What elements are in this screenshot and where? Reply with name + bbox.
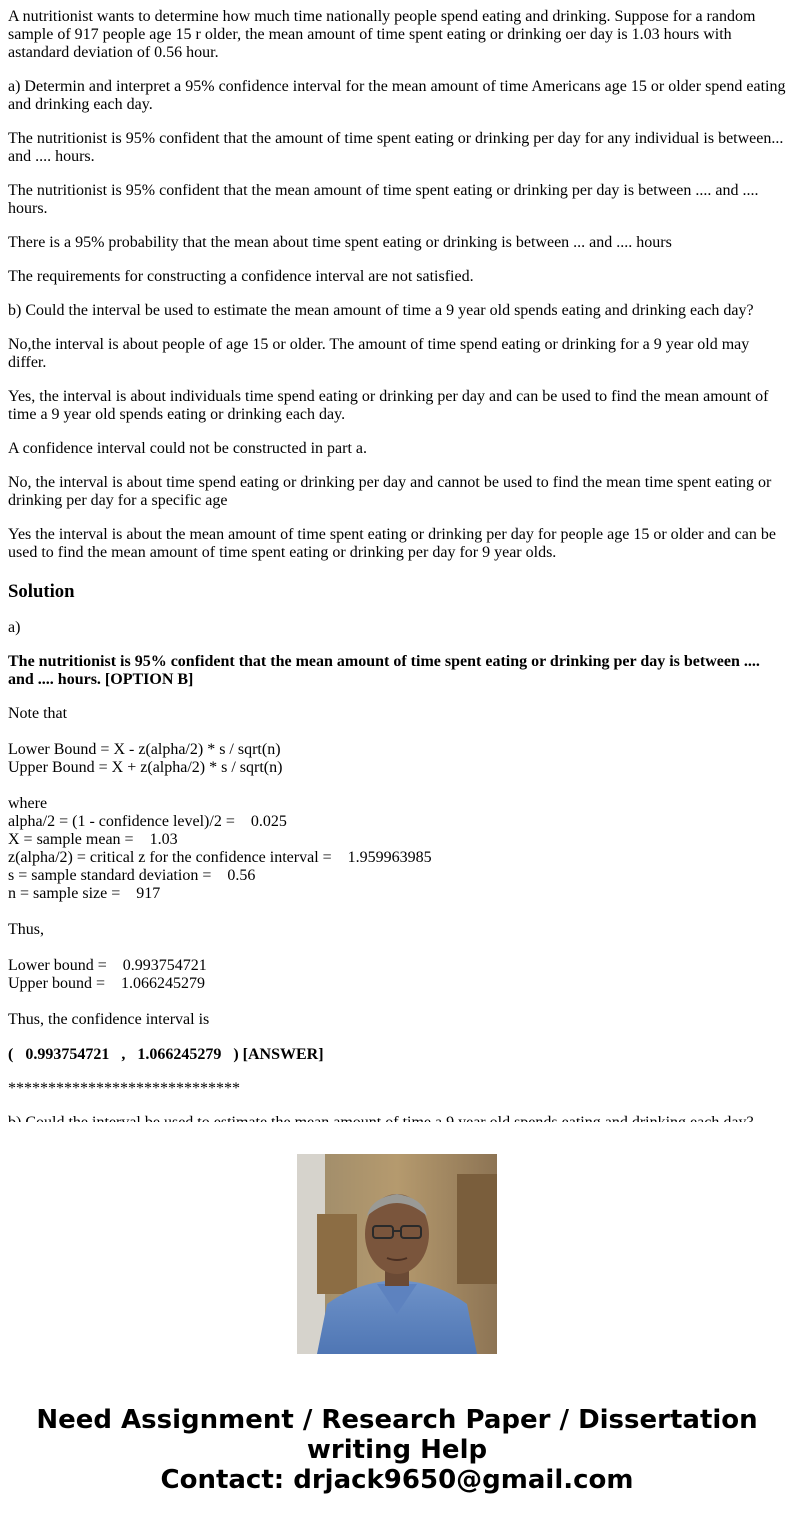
question-part-b: b) Could the interval be used to estimate the mean amount of time a 9 year old spends eating and drinking each day? [8, 302, 754, 319]
thus-interval-label: Thus, the confidence interval is [8, 1011, 210, 1028]
upper-bound-value: Upper bound = 1.066245279 [8, 975, 206, 992]
option-b3: A confidence interval could not be constructed in part a. [8, 440, 367, 457]
z-line: z(alpha/2) = critical z for the confidence interval = 1.959963985 [8, 849, 432, 866]
document-content [8, 0, 786, 1122]
option-a1: The nutritionist is 95% confident that the amount of time spent eating or drinking per day for any individual is between... and .... hours. [8, 130, 784, 165]
interval-answer: ( 0.993754721 , 1.066245279 ) [ANSWER] [8, 1046, 324, 1063]
promo-line-2: writing Help [306, 1435, 488, 1465]
question-part-a: a) Determin and interpret a 95% confidence interval for the mean amount of time Americans age 15 or older spend eating and drinking each day. [8, 78, 786, 113]
option-b2: Yes, the interval is about individuals time spend eating or drinking per day and can be used to find the mean amount of time a 9 year old spends eating or drinking each day. [8, 388, 769, 423]
solution-part-a-label: a) [8, 619, 21, 636]
where-label: where [8, 795, 48, 812]
s-line: s = sample standard deviation = 0.56 [8, 867, 256, 884]
promo-line-1: Need Assignment / Research Paper / Dissertation [36, 1405, 758, 1435]
thus-label: Thus, [8, 921, 44, 938]
promo-footer [0, 1122, 794, 1523]
option-b1: No,the interval is about people of age 15 or older. The amount of time spend eating or drinking for a 9 year old may differ. [8, 336, 750, 371]
mean-line: X = sample mean = 1.03 [8, 831, 178, 848]
lower-formula: Lower Bound = X - z(alpha/2) * s / sqrt(n) [8, 741, 281, 758]
lower-bound-value: Lower bound = 0.993754721 [8, 957, 207, 974]
promo-text [0, 1405, 794, 1495]
n-line: n = sample size = 917 [8, 885, 161, 902]
separator: ***************************** [8, 1080, 240, 1097]
option-a3: There is a 95% probability that the mean about time spent eating or drinking is between ... and .... hours [8, 234, 672, 251]
solution-answer-statement: The nutritionist is 95% confident that the mean amount of time spent eating or drinking per day is between .... and .... hours. [OPTION B] [8, 653, 760, 688]
solution-working [8, 705, 786, 1029]
note-that: Note that [8, 705, 68, 722]
upper-formula: Upper Bound = X + z(alpha/2) * s / sqrt(n) [8, 759, 283, 776]
option-a2: The nutritionist is 95% confident that the mean amount of time spent eating or drinking per day is between .... and .... hours. [8, 182, 759, 217]
promo-contact: Contact: drjack9650@gmail.com [160, 1465, 634, 1495]
author-photo [297, 1154, 497, 1354]
option-a4: The requirements for constructing a confidence interval are not satisfied. [8, 268, 474, 285]
alpha-line: alpha/2 = (1 - confidence level)/2 = 0.025 [8, 813, 287, 830]
option-b5: Yes the interval is about the mean amount of time spent eating or drinking per day for people age 15 or older and can be used to find the mean amount of time spent eating or drinking per day for 9 year olds. [8, 526, 776, 561]
question-intro: A nutritionist wants to determine how much time nationally people spend eating and drinking. Suppose for a random sample of 917 people age 15 r older, the mean amount of time spent eating or drinking oer day is 1.03 hours with astandard deviation of 0.56 hour. [8, 8, 756, 61]
solution-heading: Solution [8, 581, 75, 602]
option-b4: No, the interval is about time spend eating or drinking per day and cannot be used to find the mean time spent eating or drinking per day for a specific age [8, 474, 772, 509]
